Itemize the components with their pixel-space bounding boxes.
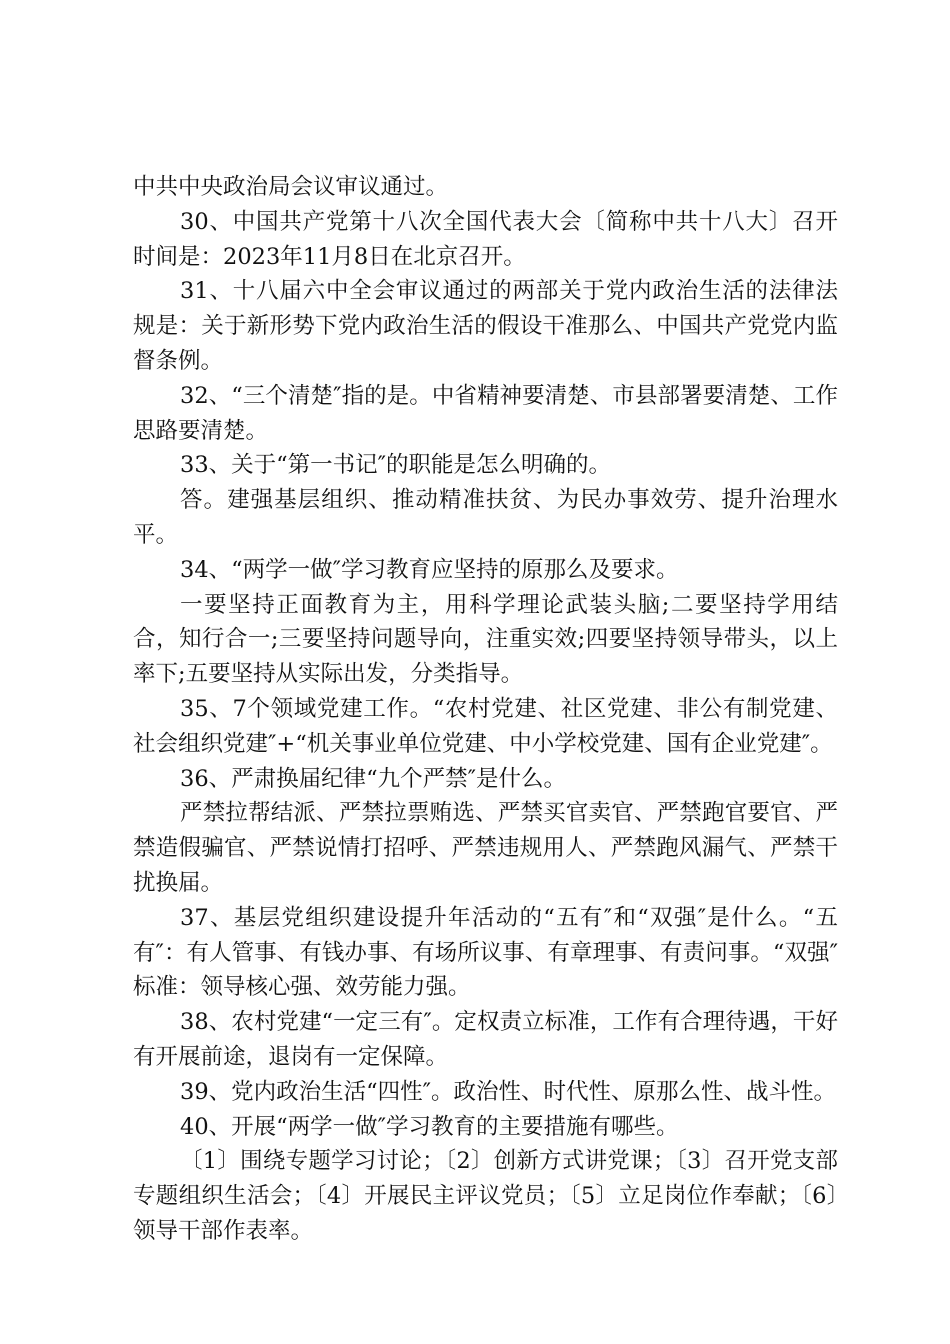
paragraph-item-30: 30、中国共产党第十八次全国代表大会〔简称中共十八大〕召开时间是：2023年11月8日在北京召开。: [133, 208, 838, 270]
document-body: [133, 170, 838, 1249]
paragraph-item-36: 36、严肃换届纪律“九个严禁″是什么。: [180, 765, 567, 792]
paragraph-item-32: 32、“三个清楚″指的是。中省精神要清楚、市县部署要清楚、工作思路要清楚。: [133, 382, 838, 444]
paragraph-continuation: 中共中央政治局会议审议通过。: [133, 174, 449, 200]
paragraph-answer-36: 严禁拉帮结派、严禁拉票贿选、严禁买官卖官、严禁跑官要官、严禁造假骗官、严禁说情打招呼、严禁违规用人、严禁跑风漏气、严禁干扰换届。: [133, 800, 838, 896]
paragraph-item-40: 40、开展“两学一做″学习教育的主要措施有哪些。: [180, 1113, 679, 1140]
paragraph-item-35: 35、7个领域党建工作。“农村党建、社区党建、非公有制党建、社会组织党建″+“机关事业单位党建、中小学校党建、国有企业党建″。: [133, 695, 838, 757]
paragraph-item-33: 33、关于“第一书记″的职能是怎么明确的。: [180, 452, 612, 479]
paragraph-answer-33: 答。建强基层组织、推动精准扶贫、为民办事效劳、提升治理水平。: [133, 487, 838, 548]
paragraph-item-39: 39、党内政治生活“四性″。政治性、时代性、原那么性、战斗性。: [180, 1078, 837, 1105]
paragraph-item-37: 37、基层党组织建设提升年活动的“五有″和“双强″是什么。“五有″：有人管事、有钱办事、有场所议事、有章理事、有责问事。“双强″标准：领导核心强、效劳能力强。: [133, 904, 838, 1001]
paragraph-answer-40: 〔1〕围绕专题学习讨论；〔2〕创新方式讲党课；〔3〕召开党支部专题组织生活会；〔4〕开展民主评议党员；〔5〕立足岗位作奉献；〔6〕领导干部作表率。: [133, 1148, 838, 1244]
paragraph-item-34: 34、“两学一做″学习教育应坚持的原那么及要求。: [180, 556, 679, 583]
paragraph-answer-34: 一要坚持正面教育为主，用科学理论武装头脑;二要坚持学用结合，知行合一;三要坚持问题导向，注重实效;四要坚持领导带头，以上率下;五要坚持从实际出发，分类指导。: [133, 591, 838, 688]
paragraph-item-38: 38、农村党建“一定三有″。定权责立标准，工作有合理待遇，干好有开展前途，退岗有一定保障。: [133, 1009, 838, 1070]
paragraph-item-31: 31、十八届六中全会审议通过的两部关于党内政治生活的法律法规是：关于新形势下党内政治生活的假设干准那么、中国共产党党内监督条例。: [133, 278, 838, 374]
